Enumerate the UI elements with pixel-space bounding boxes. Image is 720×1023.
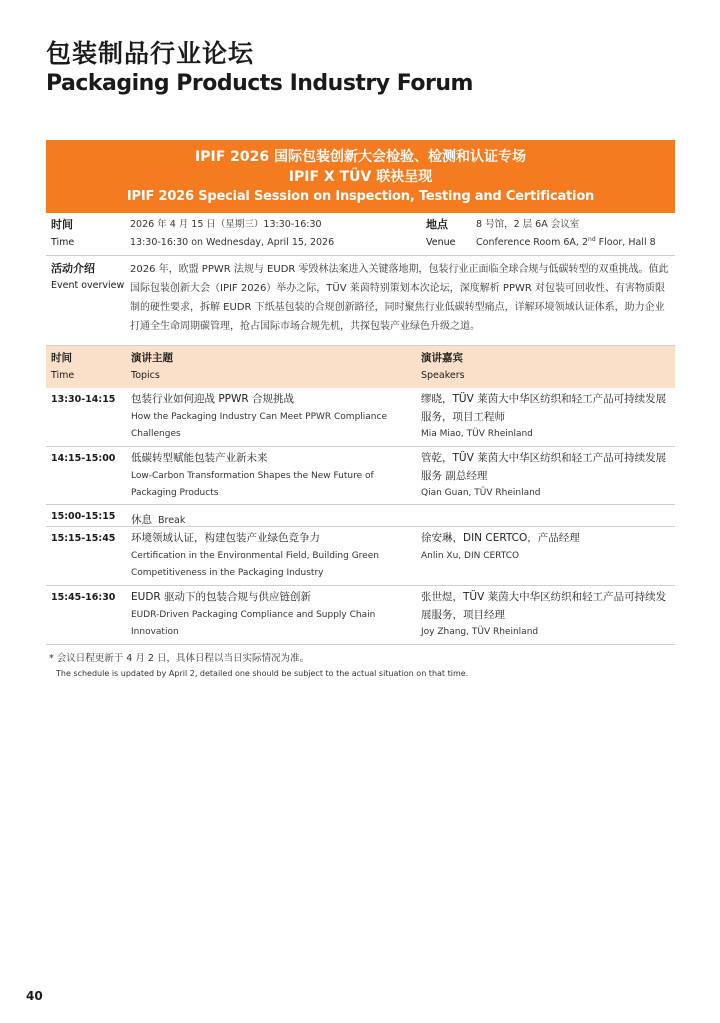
session-topic: [131, 508, 421, 526]
speaker-cn: 缪晓，TÜV 莱茵大中华区纺织和轻工产品可持续发展服务，项目工程师: [421, 393, 667, 423]
page-title-cn: 包装制品行业论坛: [46, 39, 255, 68]
topic-cn: 环境领域认证，构建包装产业绿色竞争力: [131, 532, 320, 544]
schedule-row: [46, 447, 675, 505]
header-topic-cn: 演讲主题: [131, 352, 173, 364]
session-time: 15:45-16:30: [51, 592, 116, 603]
session-speaker: [421, 450, 675, 504]
header-speaker: [421, 350, 675, 388]
session-speaker: [421, 530, 675, 585]
session-topic: [131, 450, 421, 504]
overview-label-cn: 活动介绍: [51, 262, 95, 275]
venue-en-part: Floor, Hall 8: [595, 236, 656, 248]
header-topic: [131, 350, 421, 388]
header-topic-en: Topics: [131, 370, 160, 381]
overview-text: 2026 年，欧盟 PPWR 法规与 EUDR 零毁林法案进入关键落地期，包装行业正面临全球合规与低碳转型的双重挑战。值此国际包装创新大会（IPIF 2026）举办之际，TÜV 莱茵特别策划本次论坛，深度解析 PPWR 对包装可回收性、有害物质限制的硬性要求，拆解 EUDR 下纸基包装的合规创新路径，同时聚焦行业低碳转型痛点，详解环境领域认证体系，助力企业打通全生命周期碳管理，抢占国际市场合规先机，共探包装产业绿色升级之道。: [130, 264, 669, 332]
forum-table: [46, 140, 675, 645]
session-time: 13:30-14:15: [51, 394, 116, 405]
speaker-en: Anlin Xu, DIN CERTCO: [421, 550, 520, 561]
session-topic: [131, 530, 421, 585]
venue-label-en: Venue: [426, 236, 456, 248]
schedule-row: [46, 586, 675, 645]
speaker-en: Qian Guan, TÜV Rheinland: [421, 488, 541, 498]
time-value: [130, 216, 420, 255]
venue-en-part: Conference Room 6A, 2: [476, 236, 589, 248]
speaker-cn: 张世煜，TÜV 莱茵大中华区纺织和轻工产品可持续发展服务，项目经理: [421, 591, 667, 621]
page-title-en: Packaging Products Industry Forum: [46, 71, 473, 96]
session-banner: [46, 140, 675, 213]
topic-en: Break: [158, 515, 186, 526]
venue-label-cn: 地点: [426, 218, 448, 231]
session-time: 14:15-15:00: [51, 453, 116, 464]
session-topic: [131, 391, 421, 446]
speaker-cn: 管乾，TÜV 莱茵大中华区纺织和轻工产品可持续发展服务 副总经理: [421, 452, 667, 482]
speaker-en: Joy Zhang, TÜV Rheinland: [421, 627, 539, 637]
session-topic: [131, 589, 421, 644]
session-time: 15:00-15:15: [51, 511, 116, 522]
schedule-row: [46, 527, 675, 586]
topic-en: EUDR-Driven Packaging Compliance and Supply Chain Innovation: [131, 609, 376, 637]
header-speaker-cn: 演讲嘉宾: [421, 352, 463, 364]
overview-label-en: Event overview: [51, 280, 125, 291]
topic-en: Low-Carbon Transformation Shapes the New Future of Packaging Products: [131, 470, 374, 498]
time-value-en: 13:30-16:30 on Wednesday, April 15, 2026: [130, 236, 335, 248]
note-cn: * 会议日程更新于 4 月 2 日，具体日程以当日实际情况为准。: [49, 653, 309, 664]
venue-en-sup: nd: [588, 235, 596, 243]
speaker-cn: 徐安琳，DIN CERTCO，产品经理: [421, 532, 580, 544]
time-value-cn: 2026 年 4 月 15 日（星期三）13:30-16:30: [130, 219, 322, 230]
overview-label: [46, 260, 130, 345]
session-time: 15:15-15:45: [51, 533, 116, 544]
venue-value-cn: 8 号馆，2 层 6A 会议室: [476, 219, 580, 230]
page-title: [46, 38, 473, 98]
session-speaker: [421, 589, 675, 644]
session-speaker: [421, 508, 675, 526]
note-en: The schedule is updated by April 2, detailed one should be subject to the actual situation on that time.: [56, 669, 469, 678]
schedule-row-break: [46, 505, 675, 527]
banner-line-1: IPIF 2026 国际包装创新大会检验、检测和认证专场: [195, 148, 526, 165]
info-row: [46, 213, 675, 256]
topic-en: Certification in the Environmental Field, Building Green Competitiveness in the Packaging Industry: [131, 550, 379, 578]
header-time-cn: 时间: [51, 352, 72, 364]
topic-cn: 包装行业如何迎战 PPWR 合规挑战: [131, 393, 295, 405]
schedule-row: [46, 388, 675, 447]
topic-cn: 低碳转型赋能包装产业新未来: [131, 452, 268, 464]
page-number: 40: [26, 989, 43, 1003]
overview-row: [46, 256, 675, 346]
venue-label: [420, 216, 476, 255]
time-label-cn: 时间: [51, 218, 73, 231]
speaker-en: Mia Miao, TÜV Rheinland: [421, 429, 533, 439]
time-label: [46, 216, 130, 255]
banner-line-2: IPIF X TÜV 联袂呈现: [288, 168, 433, 185]
header-speaker-en: Speakers: [421, 370, 465, 381]
header-time: [46, 350, 131, 388]
topic-cn: EUDR 驱动下的包装合规与供应链创新: [131, 591, 312, 603]
schedule-note: [49, 651, 468, 682]
banner-line-3: IPIF 2026 Special Session on Inspection, Testing and Certification: [126, 188, 595, 204]
session-speaker: [421, 391, 675, 446]
venue-value-en: [476, 234, 675, 252]
time-label-en: Time: [51, 236, 75, 248]
header-time-en: Time: [51, 370, 75, 381]
schedule-header: [46, 346, 675, 388]
venue-value: [476, 216, 675, 255]
topic-cn: 休息: [131, 514, 152, 526]
topic-en: How the Packaging Industry Can Meet PPWR Compliance Challenges: [131, 411, 387, 439]
